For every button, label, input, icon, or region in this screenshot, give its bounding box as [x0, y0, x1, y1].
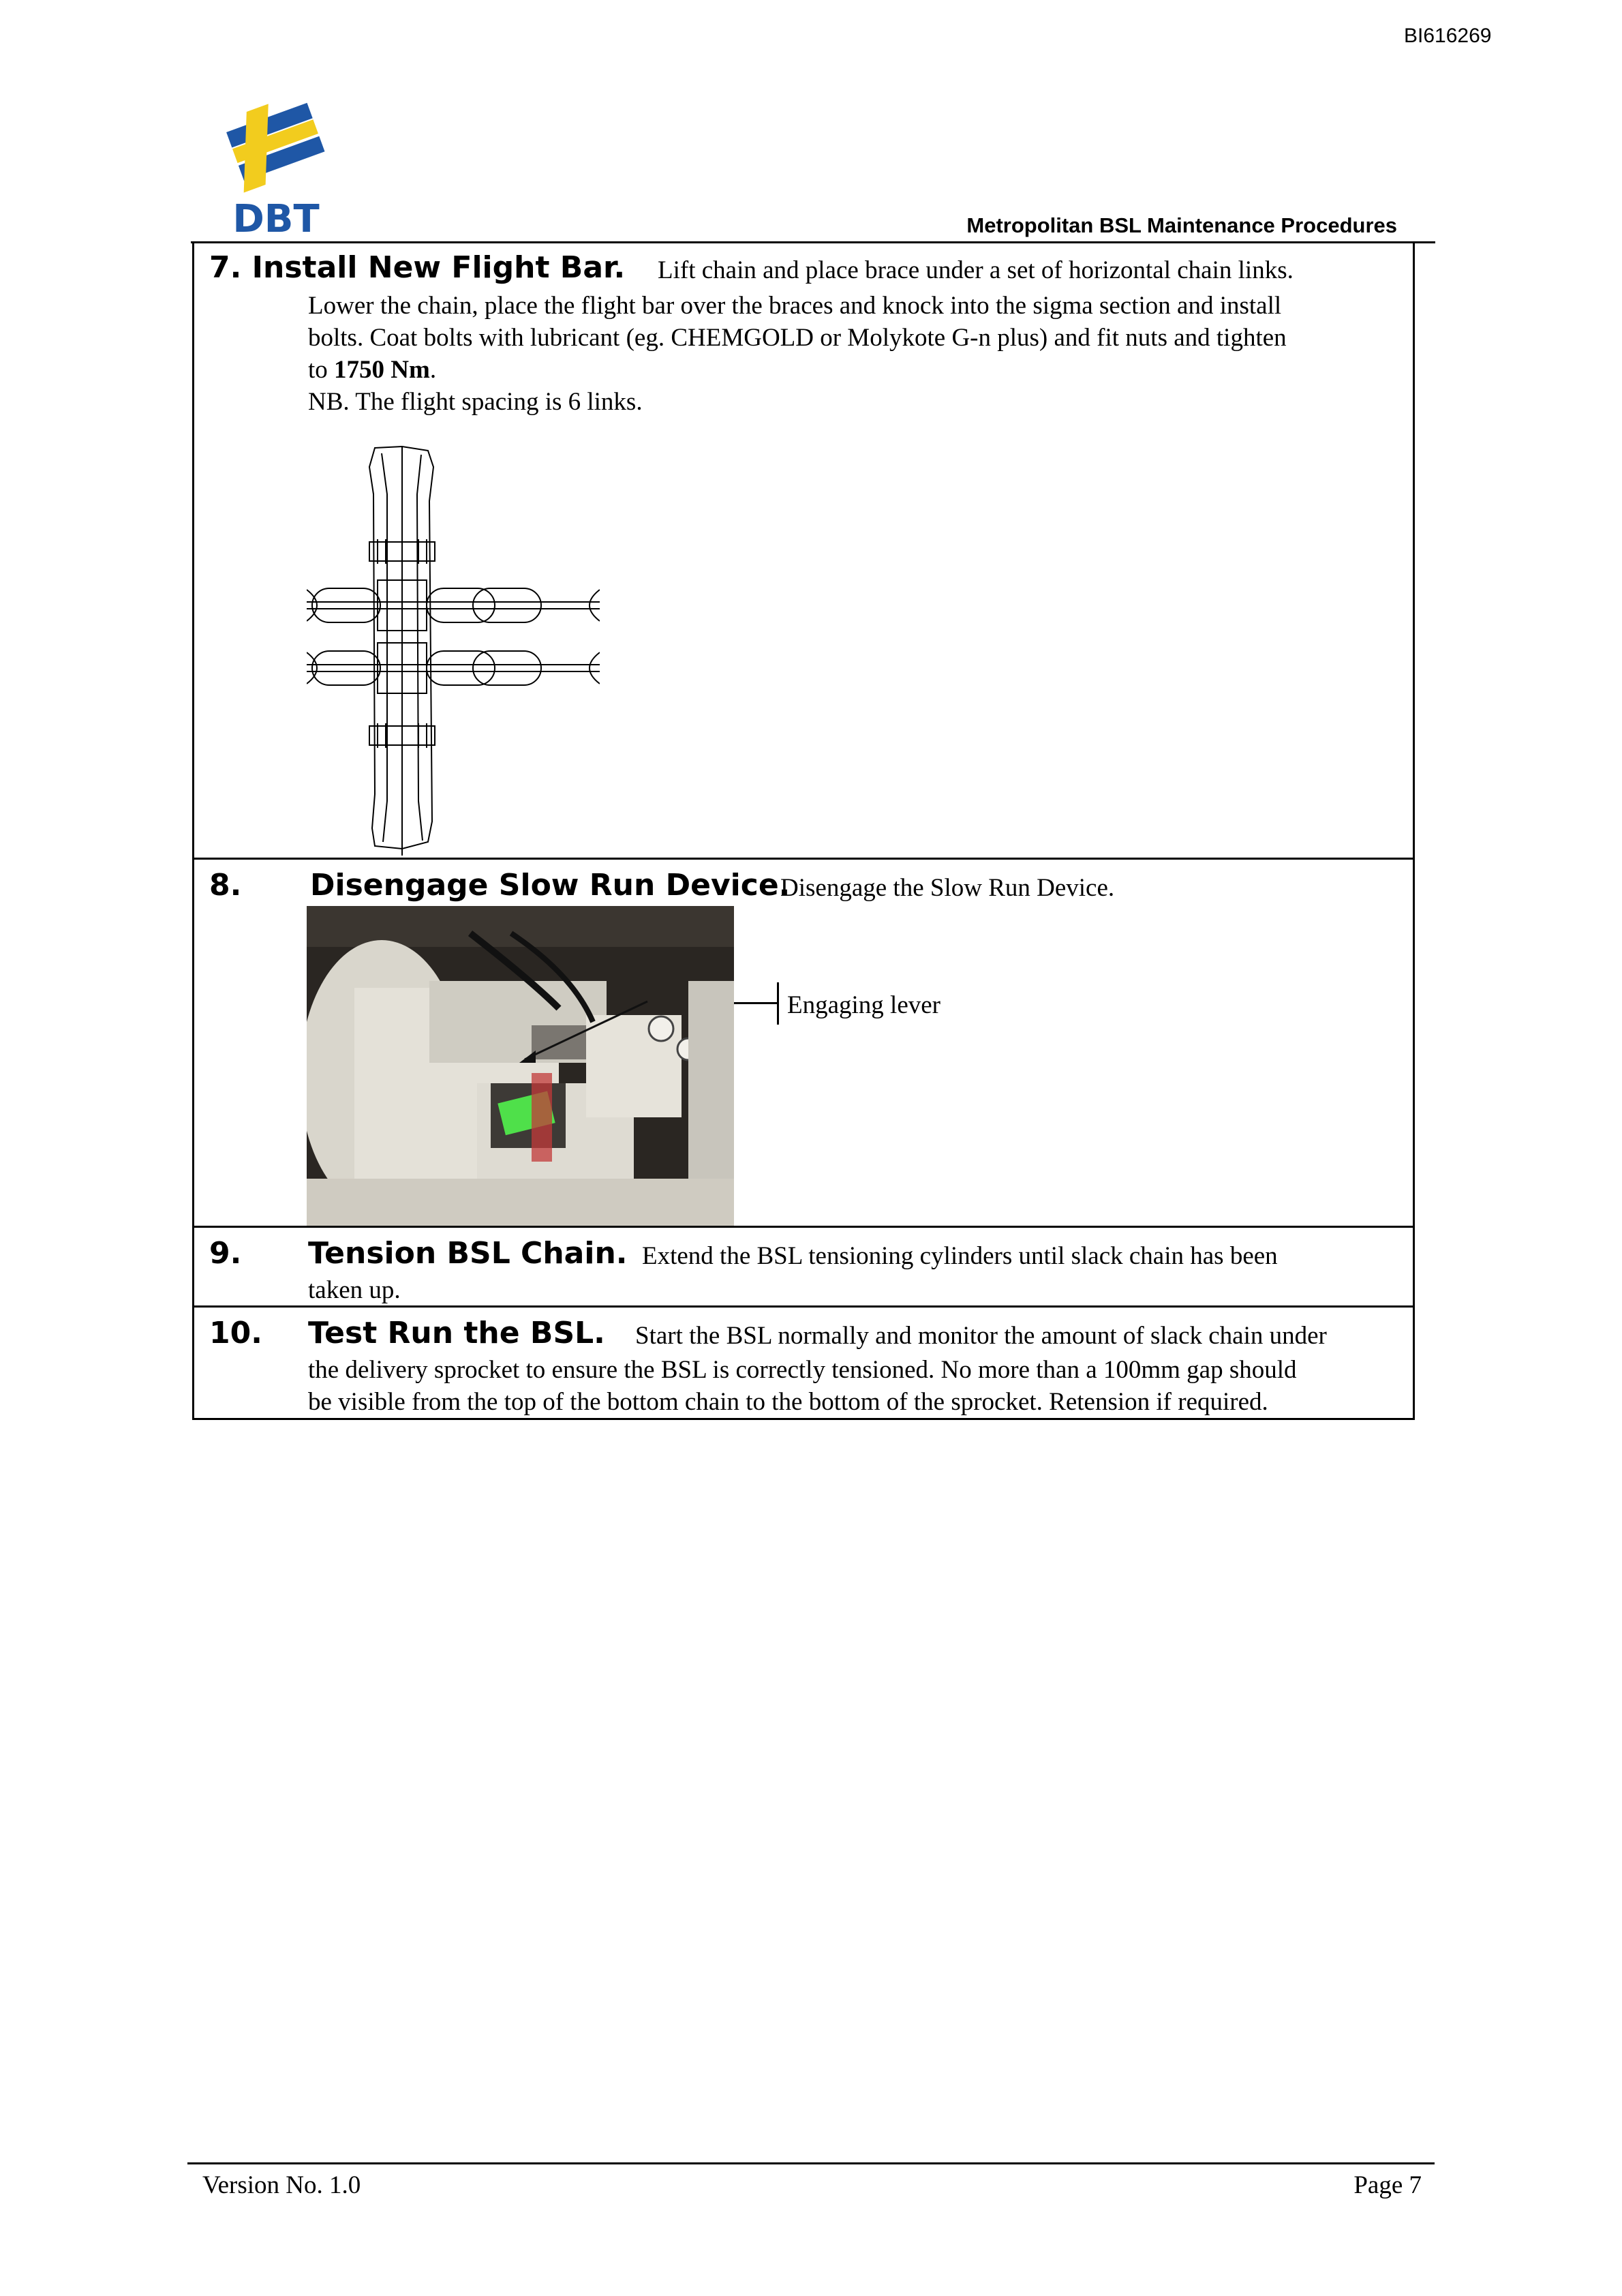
step-8-first-line: Disengage the Slow Run Device.: [780, 874, 1115, 902]
callout-bracket: [777, 982, 779, 1025]
step-10: [194, 1308, 1413, 1418]
torque-line: to 1750 Nm.: [308, 356, 437, 384]
step-7-first-line: Lift chain and place brace under a set of horizontal chain links.: [658, 256, 1294, 284]
body-line: the delivery sprocket to ensure the BSL is correctly tensioned. No more than a 100mm gap should: [308, 1356, 1297, 1384]
step-title: Test Run the BSL.: [308, 1316, 605, 1350]
step-9: [194, 1228, 1413, 1308]
engaging-lever-label: Engaging lever: [787, 991, 940, 1019]
step-number: 8.: [209, 868, 242, 903]
footer-page-number: Page 7: [1353, 2171, 1422, 2199]
step-9-body: [308, 1274, 1392, 1306]
footer-version: Version No. 1.0: [202, 2171, 361, 2199]
logo-text: DBT: [232, 197, 320, 239]
flight-bar-chain-drawing: [307, 440, 600, 856]
step-7-heading: [209, 250, 625, 285]
step-title: Disengage Slow Run Device.: [310, 868, 791, 903]
document-id: BI616269: [1404, 25, 1492, 47]
step-7: [194, 242, 1413, 860]
callout-leader: [734, 1002, 777, 1004]
step-title: Tension BSL Chain.: [308, 1236, 628, 1271]
body-line: Lower the chain, place the flight bar over the braces and knock into the sigma section and install: [308, 292, 1282, 320]
dbt-logo: [225, 95, 327, 239]
step-title: Install New Flight Bar.: [251, 250, 626, 285]
step-9-first-line: Extend the BSL tensioning cylinders until slack chain has been: [642, 1242, 1278, 1270]
step-7-body: [308, 290, 1392, 418]
step-8: [194, 860, 1413, 1228]
step-number: 10.: [209, 1316, 262, 1350]
step-number: 9.: [209, 1236, 242, 1271]
body-line: be visible from the top of the bottom chain to the bottom of the sprocket. Retension if required.: [308, 1388, 1268, 1416]
torque-value: 1750 Nm: [334, 356, 430, 384]
body-line: bolts. Coat bolts with lubricant (eg. CHEMGOLD or Molykote G-n plus) and fit nuts and tighten: [308, 324, 1287, 352]
step-number: 7.: [209, 250, 242, 285]
slow-run-device-photo: [307, 906, 734, 1226]
footer-divider: [187, 2162, 1435, 2164]
header-title: Metropolitan BSL Maintenance Procedures: [966, 213, 1397, 237]
procedure-steps: [192, 242, 1415, 1420]
step-10-body: [308, 1354, 1392, 1418]
body-line: taken up.: [308, 1276, 401, 1304]
spacing-note: NB. The flight spacing is 6 links.: [308, 388, 643, 416]
step-10-first-line: Start the BSL normally and monitor the amount of slack chain under: [635, 1322, 1327, 1350]
